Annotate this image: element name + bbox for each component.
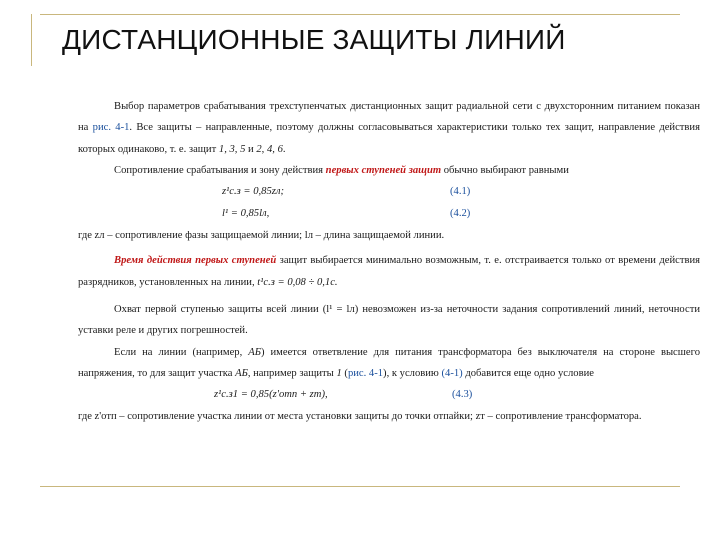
text-segment: Если на линии (например, — [114, 346, 243, 358]
text-segment: . Все защиты – направленные, поэтому должны согласовываться характеристики только тех защит, направление действия которых одинаково, т. е. защит — [78, 122, 700, 155]
slide-title: ДИСТАНЦИОННЫЕ ЗАЩИТЫ ЛИНИЙ — [62, 24, 566, 55]
text-segment: обычно выбирают равными — [443, 164, 569, 176]
figure-link[interactable]: рис. 4-1 — [347, 367, 384, 379]
paragraph-tap-condition — [78, 342, 700, 385]
figure-link[interactable]: рис. 4-1 — [92, 122, 130, 134]
text-segment: . — [282, 143, 286, 155]
protection-numbers: 2, 4, 6 — [256, 143, 283, 155]
decorative-vertical-rule — [31, 14, 32, 66]
equation: z¹с.з = 0,85zл; — [222, 186, 285, 198]
paragraph-operating-time — [78, 250, 700, 293]
equation: l¹ = 0,85lл, — [222, 208, 270, 220]
text-segment: ), к условию — [383, 367, 439, 379]
equation: z¹с.з1 = 0,85(z'отп + zт), — [214, 389, 328, 401]
decorative-bottom-rule — [40, 486, 680, 487]
equation-link[interactable]: (4-1) — [441, 367, 463, 379]
text-segment: Сопротивление срабатывания и зону действия — [114, 164, 324, 176]
decorative-top-rule — [40, 14, 680, 15]
equation-number: (4.3) — [452, 389, 473, 401]
text-segment: ( — [344, 367, 348, 379]
paragraph-intro — [78, 96, 700, 160]
equation-number: (4.1) — [450, 186, 471, 198]
text-segment: защит выбирается минимально возможным, т. е. отстраивается только от времени действия разрядников, установленных на линии, — [78, 255, 700, 288]
equation-row — [78, 384, 700, 406]
slide-body — [78, 96, 700, 428]
inline-formula: t¹с.з = 0,08 ÷ 0,1с. — [257, 276, 338, 288]
paragraph-definitions: где zл – сопротивление фазы защищаемой линии; lл – длина защищаемой линии. — [78, 230, 445, 242]
paragraph-tap-definitions: где z'отп – сопротивление участка линии от места установки защиты до точки отпайки; zт – сопротивление трансформатора. — [78, 411, 642, 423]
text-segment: ) имеется ответвление для питания трансформатора без выключателя на стороне высшего напряжения, то для защит участка — [78, 346, 701, 379]
paragraph-first-stage-resistance — [78, 160, 700, 181]
section-name: АБ — [248, 346, 261, 358]
highlight-term: первых ступеней защит — [325, 164, 442, 176]
text-segment: , например защиты — [247, 367, 334, 379]
paragraph-coverage: Охват первой ступенью защиты всей линии (l¹ = lл) невозможен из-за неточности задания сопротивлений линий, неточности уставки реле и других погрешностей. — [78, 304, 700, 337]
text-segment: Выбор параметров срабатывания трехступенчатых дистанционных защит радиальной сети с двухсторонним питанием показан на — [78, 101, 700, 134]
highlight-term: Время действия первых ступеней — [114, 255, 277, 267]
equation-number: (4.2) — [450, 208, 471, 220]
text-segment: добавится еще одно условие — [465, 367, 594, 379]
text-segment: и — [248, 143, 254, 155]
protection-numbers: 1, 3, 5 — [218, 143, 246, 155]
equation-row — [78, 203, 700, 225]
section-name: АБ — [235, 367, 248, 379]
equation-row — [78, 181, 700, 203]
protection-number: 1 — [336, 367, 342, 379]
